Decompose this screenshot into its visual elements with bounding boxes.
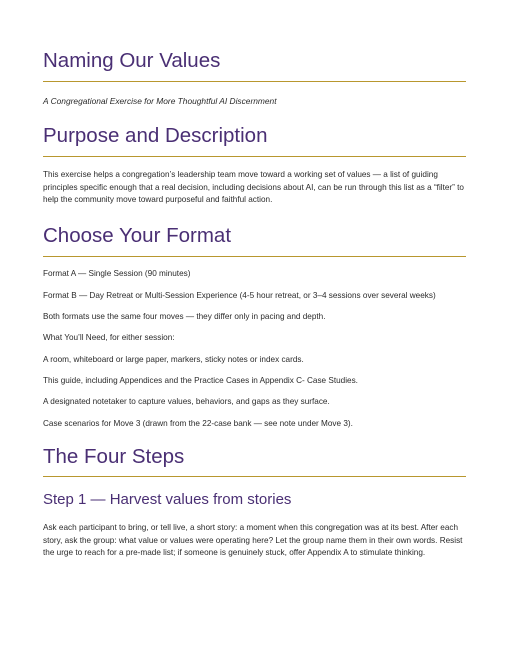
format-line-room: A room, whiteboard or large paper, markers, sticky notes or index cards. bbox=[43, 355, 304, 364]
steps-heading: The Four Steps bbox=[43, 445, 185, 468]
step1-paragraph: Ask each participant to bring, or tell live, a short story: a moment when this congregation was at its best. After each story, ask the group: what value or values were operating here? Let the group name them in their own words. Resist the urge to reach for a pre-made list; if someone is genuinely stuck, offer Appendix A to stimulate thinking. bbox=[43, 523, 463, 557]
format-line-need: What You’ll Need, for either session: bbox=[43, 333, 175, 342]
document-subtitle: A Congregational Exercise for More Thoughtful AI Discernment bbox=[43, 96, 277, 106]
purpose-paragraph: This exercise helps a congregation’s leadership team move toward a working set of values — a list of guiding principles specific enough that a real decision, including decisions about AI, can be run through this list as a “filter” to help the community move toward purposeful and faithful action. bbox=[43, 170, 464, 204]
format-line-a: Format A — Single Session (90 minutes) bbox=[43, 269, 191, 278]
format-line-b: Format B — Day Retreat or Multi-Session Experience (4-5 hour retreat, or 3–4 sessions over several weeks) bbox=[43, 291, 436, 300]
format-line-guide: This guide, including Appendices and the Practice Cases in Appendix C- Case Studies. bbox=[43, 376, 358, 385]
steps-divider bbox=[43, 476, 466, 477]
format-line-cases: Case scenarios for Move 3 (drawn from the 22-case bank — see note under Move 3). bbox=[43, 419, 353, 428]
format-divider bbox=[43, 256, 466, 257]
purpose-divider bbox=[43, 156, 466, 157]
format-heading: Choose Your Format bbox=[43, 224, 232, 247]
document-title: Naming Our Values bbox=[43, 49, 221, 72]
format-line-moves: Both formats use the same four moves — they differ only in pacing and depth. bbox=[43, 312, 326, 321]
step1-heading: Step 1 — Harvest values from stories bbox=[43, 491, 292, 508]
format-line-notetaker: A designated notetaker to capture values, behaviors, and gaps as they surface. bbox=[43, 397, 330, 406]
title-divider bbox=[43, 81, 466, 82]
purpose-heading: Purpose and Description bbox=[43, 124, 268, 147]
